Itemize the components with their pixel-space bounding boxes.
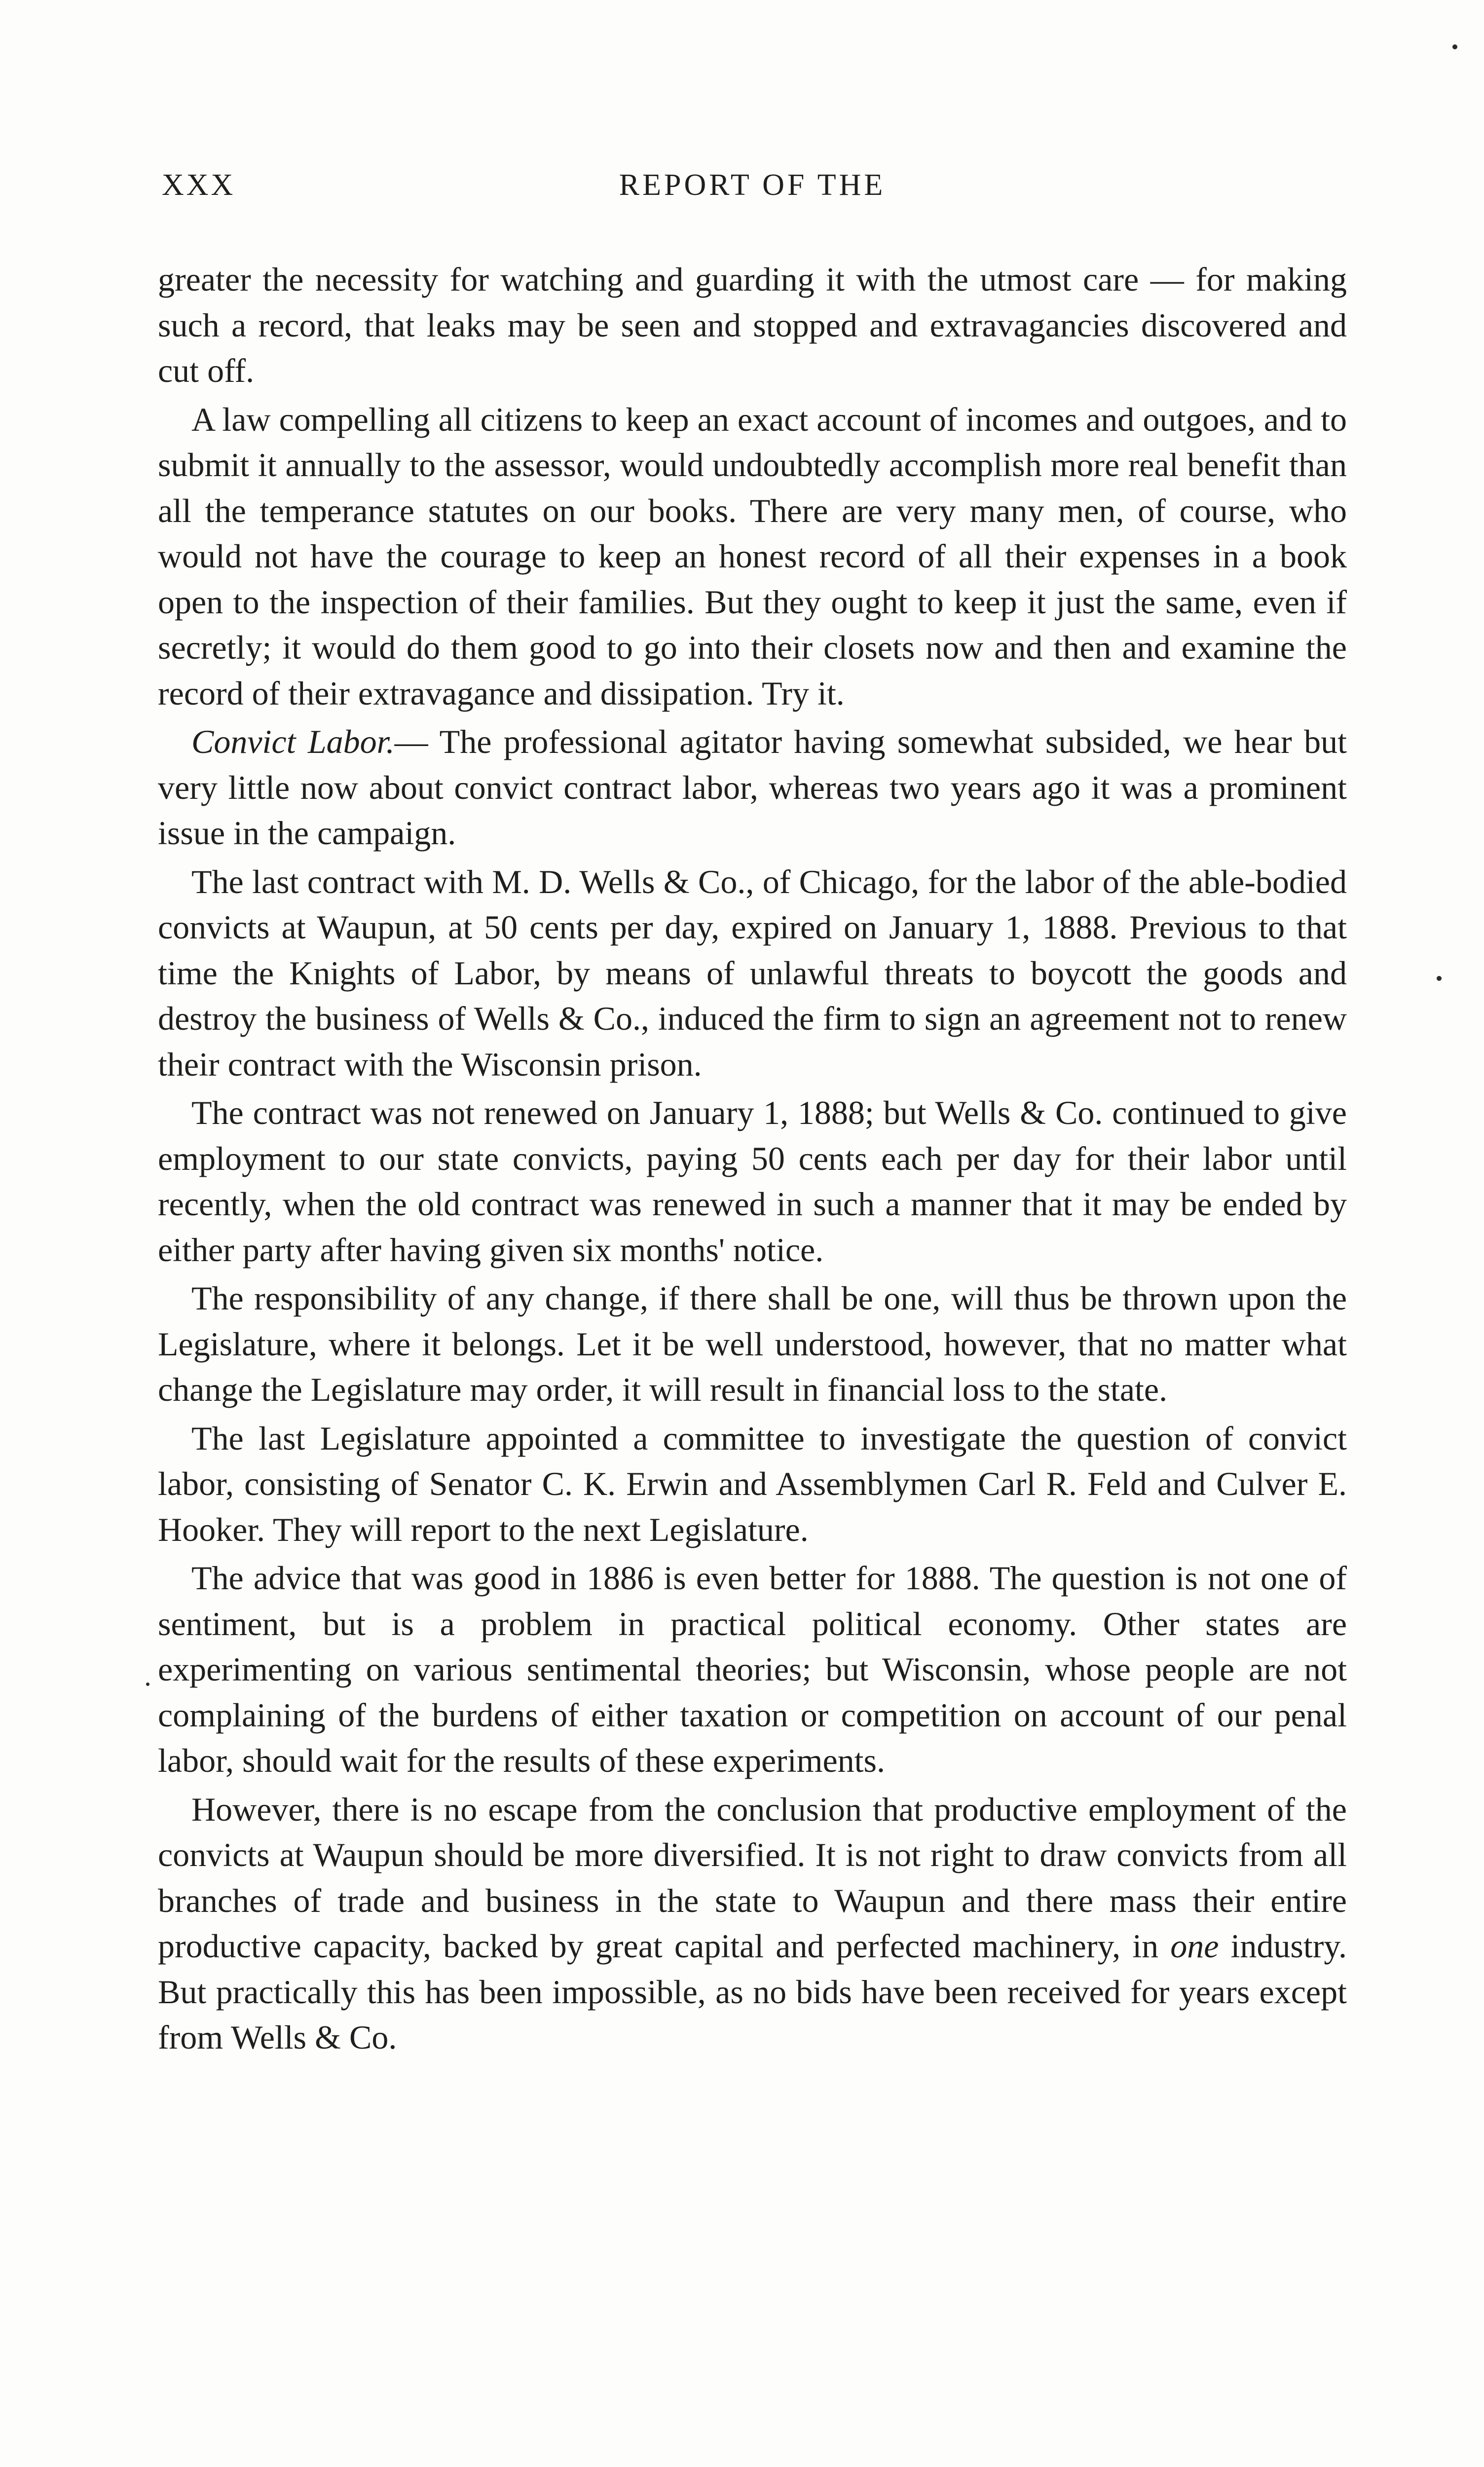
section-lead-convict-labor: Convict Labor.	[191, 723, 395, 760]
paragraph-diversification	[158, 1787, 1347, 2060]
print-speck	[1437, 976, 1442, 981]
paragraph-committee: The last Legislature appointed a committee to investigate the question of convict labor, consisting of Senator C. K. Erwin and Assemblymen Carl R. Feld and Culver E. Hooker. They will report to the next Legislature.	[158, 1419, 1347, 1548]
paragraph-continued: greater the necessity for watching and guarding it with the utmost care — for making such a record, that leaks may be seen and stopped and extravagancies discovered and cut off.	[158, 261, 1347, 389]
running-head: REPORT OF THE	[619, 168, 886, 202]
paragraph-advice: The advice that was good in 1886 is even better for 1888. The question is not one of sentiment, but is a problem in practical political economy. Other states are experimenting on various sentimental theories; but Wisconsin, whose people are not complaining of the burdens of either taxation or competition on account of our penal labor, should wait for the results of these experiments.	[158, 1559, 1347, 1779]
paragraph-text-after: industry. But practically this has been impossible, as no bids have been received for years except from Wells & Co.	[158, 1927, 1347, 2056]
page-number: XXX	[162, 168, 236, 202]
body-text	[158, 257, 1347, 2063]
paragraph-contract-renewal: The contract was not renewed on January 1, 1888; but Wells & Co. continued to give employment to our state convicts, paying 50 cents each per day for their labor until recently, when the old contract was renewed in such a manner that it may be ended by either party after having given six months' notice.	[158, 1094, 1347, 1269]
paragraph-responsibility: The responsibility of any change, if there shall be one, will thus be thrown upon the Legislature, where it belongs. Let it be well understood, however, that no matter what change the Legislature may order, it will result in financial loss to the state.	[158, 1279, 1347, 1408]
paragraph-income-law: A law compelling all citizens to keep an exact account of incomes and outgoes, and to submit it annually to the assessor, would undoubtedly accomplish more real benefit than all the temperance statutes on our books. There are very many men, of course, who would not have the courage to keep an honest record of all their expenses in a book open to the inspection of their families. But they ought to keep it just the same, even if secretly; it would do them good to go into their closets now and then and examine the record of their extravagance and dissipation. Try it.	[158, 400, 1347, 712]
print-speck	[146, 1682, 149, 1686]
paragraph-text: — The professional agitator having somewhat subsided, we hear but very little now about convict contract labor, whereas two years ago it was a prominent issue in the campaign.	[158, 723, 1347, 852]
paragraph-convict-labor-intro	[158, 719, 1347, 856]
print-speck	[1452, 44, 1457, 49]
page-header	[158, 168, 1347, 212]
paragraph-text-before: However, there is no escape from the conclusion that productive employment of the convicts at Waupun should be more diversified. It is not right to draw convicts from all branches of trade and business in the state to Waupun and there mass their entire productive capacity, backed by great capital and perfected machinery, in	[158, 1790, 1347, 1965]
emphasis-word: one	[1170, 1927, 1219, 1965]
paragraph-wells-contract: The last contract with M. D. Wells & Co., of Chicago, for the labor of the able-bodied convicts at Waupun, at 50 cents per day, expired on January 1, 1888. Previous to that time the Knights of Labor, by means of unlawful threats to boycott the goods and destroy the business of Wells & Co., induced the firm to sign an agreement not to renew their contract with the Wisconsin prison.	[158, 862, 1347, 1083]
